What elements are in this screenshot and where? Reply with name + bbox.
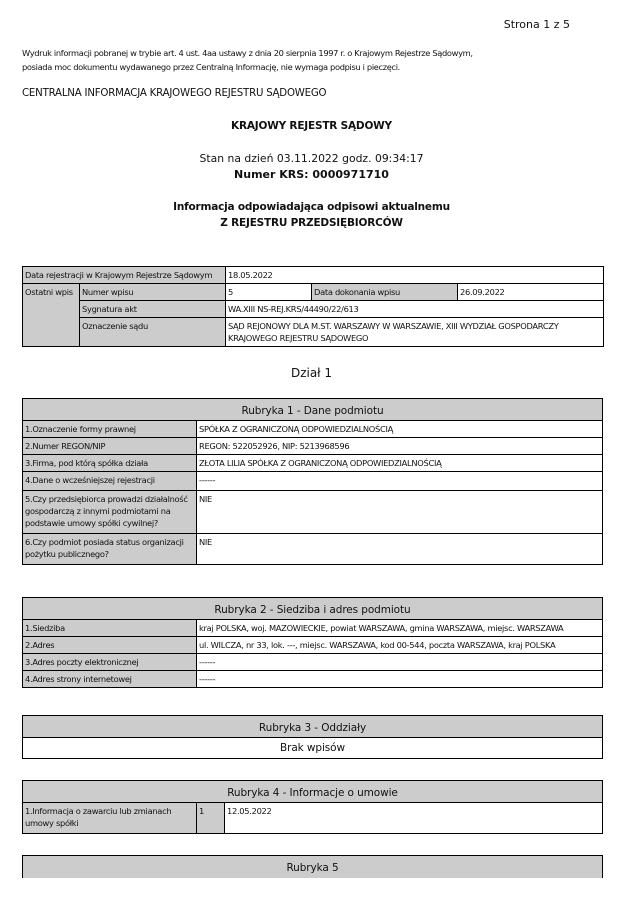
row-label: 5.Czy przedsiębiorca prowadzi działalność gospodarczą z innymi podmiotami na podstawie umowy spółki cywilnej? [23, 491, 197, 534]
page-indicator: Strona 1 z 5 [503, 18, 570, 31]
entry-number-value: 5 [226, 284, 312, 301]
krs-number: Numer KRS: 0000971710 [234, 168, 389, 181]
row-label: 4.Dane o wcześniejszej rejestracji [23, 472, 197, 491]
court-label: Oznaczenie sądu [80, 318, 226, 347]
row-label: 3.Firma, pod którą spółka działa [23, 455, 197, 472]
table-row [23, 534, 603, 565]
row-value: ------ [197, 671, 603, 688]
table-row [23, 472, 603, 491]
disclaimer-line-2: posiada moc dokumentu wydawanego przez Centralną Informację, nie wymaga podpisu i pieczęci. [22, 62, 400, 72]
row-label: 1.Informacja o zawarciu lub zmianach umowy spółki [23, 803, 197, 834]
state-as-of: Stan na dzień 03.11.2022 godz. 09:34:17 [199, 152, 424, 165]
entry-date-label: Data dokonania wpisu [312, 284, 458, 301]
issuer-name: CENTRALNA INFORMACJA KRAJOWEGO REJESTRU SĄDOWEGO [22, 88, 327, 99]
registration-table [22, 266, 604, 347]
case-signature-value: WA.XIII NS-REJ.KRS/44490/22/613 [226, 301, 604, 318]
info-title-line-2: Z REJESTRU PRZEDSIĘBIORCÓW [220, 217, 403, 229]
last-entry-label: Ostatni wpis [23, 284, 80, 347]
table-row [23, 637, 603, 654]
table-row [23, 620, 603, 637]
reg-date-label: Data rejestracji w Krajowym Rejestrze Sądowym [23, 267, 226, 284]
table-row [23, 738, 603, 759]
court-value: SĄD REJONOWY DLA M.ST. WARSZAWY W WARSZAWIE, XIII WYDZIAŁ GOSPODARCZY KRAJOWEGO REJESTRU SĄDOWEGO [226, 318, 604, 347]
entry-number-label: Numer wpisu [80, 284, 226, 301]
row-label: 1.Oznaczenie formy prawnej [23, 421, 197, 438]
table-row [23, 491, 603, 534]
entry-date-value: 26.09.2022 [458, 284, 604, 301]
table-row [23, 301, 604, 318]
table-header-row [23, 716, 603, 738]
rubryka-4-title: Rubryka 4 - Informacje o umowie [23, 781, 603, 803]
row-value: ------ [197, 472, 603, 491]
table-row [23, 267, 604, 284]
table-header-row [23, 598, 603, 620]
case-signature-label: Sygnatura akt [80, 301, 226, 318]
row-value: NIE [197, 534, 603, 565]
table-header-row [23, 856, 603, 879]
register-title: KRAJOWY REJESTR SĄDOWY [231, 120, 392, 132]
disclaimer-line-1: Wydruk informacji pobranej w trybie art. 4 ust. 4aa ustawy z dnia 20 sierpnia 1997 r. o Krajowym Rejestrze Sądowym, [22, 48, 473, 58]
row-value: SPÓŁKA Z OGRANICZONĄ ODPOWIEDZIALNOŚCIĄ [197, 421, 603, 438]
row-value: kraj POLSKA, woj. MAZOWIECKIE, powiat WARSZAWA, gmina WARSZAWA, miejsc. WARSZAWA [197, 620, 603, 637]
row-label: 4.Adres strony internetowej [23, 671, 197, 688]
rubryka-1-table [22, 398, 603, 565]
table-row [23, 455, 603, 472]
row-value: ------ [197, 654, 603, 671]
row-label: 2.Numer REGON/NIP [23, 438, 197, 455]
row-value: NIE [197, 491, 603, 534]
row-label: 2.Adres [23, 637, 197, 654]
table-row [23, 803, 603, 834]
empty-entries-text: Brak wpisów [23, 738, 603, 759]
table-row [23, 284, 604, 301]
rubryka-4-table [22, 780, 603, 834]
row-index: 1 [197, 803, 225, 834]
rubryka-5-table [22, 855, 603, 878]
rubryka-5-title: Rubryka 5 [23, 856, 603, 879]
row-value: ul. WILCZA, nr 33, lok. ---, miejsc. WARSZAWA, kod 00-544, poczta WARSZAWA, kraj POLSKA [197, 637, 603, 654]
row-label: 1.Siedziba [23, 620, 197, 637]
row-label: 6.Czy podmiot posiada status organizacji pożytku publicznego? [23, 534, 197, 565]
rubryka-3-title: Rubryka 3 - Oddziały [23, 716, 603, 738]
table-row [23, 318, 604, 347]
table-row [23, 421, 603, 438]
row-value: ZŁOTA LILIA SPÓŁKA Z OGRANICZONĄ ODPOWIEDZIALNOŚCIĄ [197, 455, 603, 472]
rubryka-2-title: Rubryka 2 - Siedziba i adres podmiotu [23, 598, 603, 620]
legal-disclaimer [22, 46, 473, 74]
row-label: 3.Adres poczty elektronicznej [23, 654, 197, 671]
rubryka-2-table [22, 597, 603, 688]
rubryka-1-title: Rubryka 1 - Dane podmiotu [23, 399, 603, 421]
table-header-row [23, 399, 603, 421]
reg-date-value: 18.05.2022 [226, 267, 604, 284]
row-value: 12.05.2022 [225, 803, 603, 834]
rubryka-3-table [22, 715, 603, 759]
table-row [23, 654, 603, 671]
section-title: Dział 1 [290, 366, 333, 380]
info-title-line-1: Informacja odpowiadająca odpisowi aktualnemu [173, 201, 450, 213]
table-row [23, 671, 603, 688]
table-header-row [23, 781, 603, 803]
row-value: REGON: 522052926, NIP: 5213968596 [197, 438, 603, 455]
table-row [23, 438, 603, 455]
